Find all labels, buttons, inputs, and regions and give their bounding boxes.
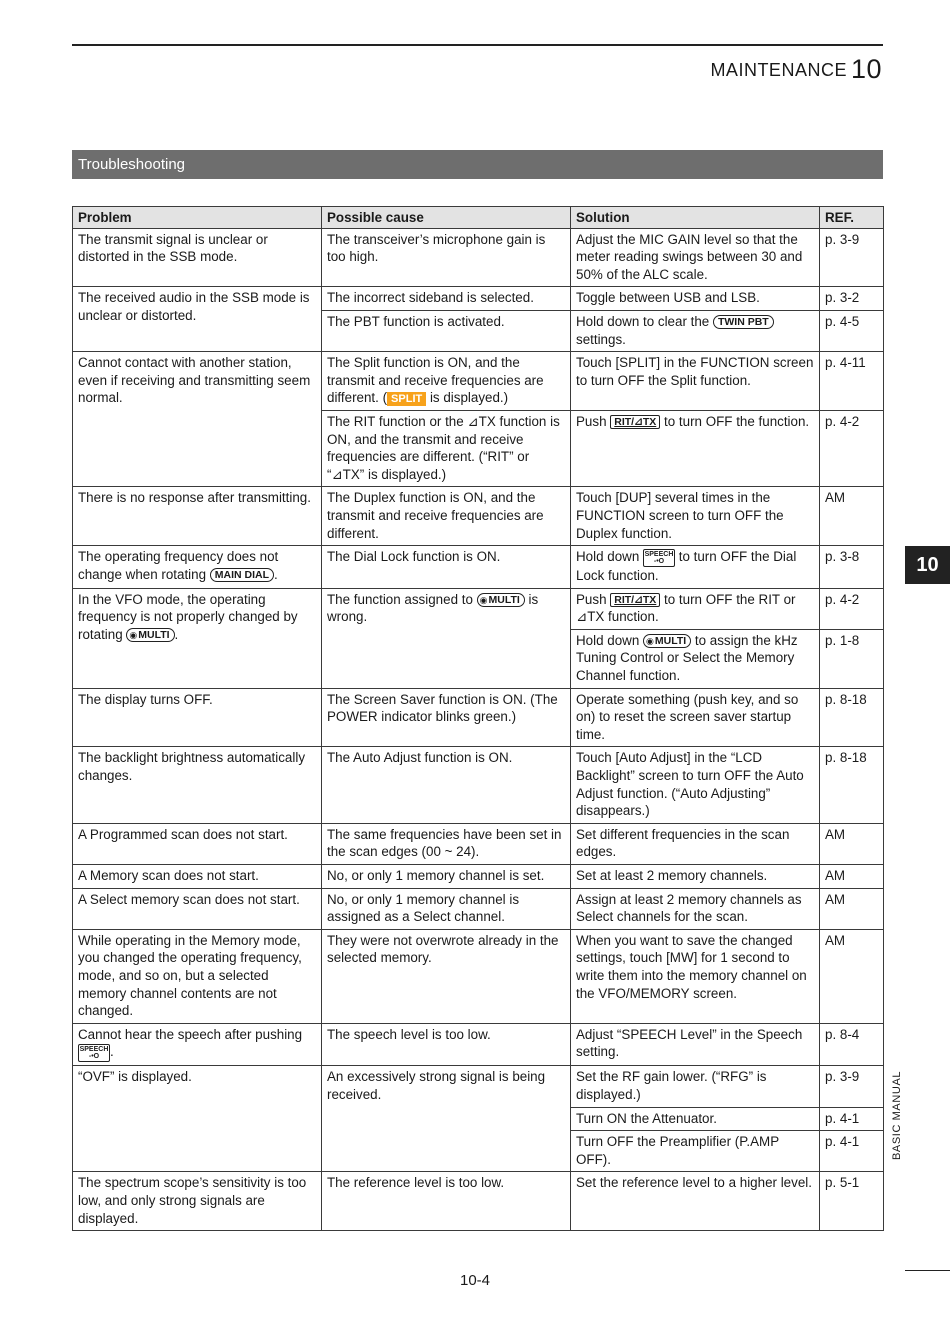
solution-cell [571, 410, 820, 486]
problem-text: The operating frequency does not change when rotating [78, 549, 279, 582]
multi-key-icon: ◉MULTI [126, 628, 174, 642]
table-row [73, 1172, 884, 1231]
solution-cell: Turn OFF the Preamplifier (P.AMP OFF). [571, 1131, 820, 1172]
problem-cell: There is no response after transmitting. [73, 487, 322, 546]
solution-cell: Touch [DUP] several times in the FUNCTION screen to turn OFF the Duplex function. [571, 487, 820, 546]
speech-key-icon [78, 1044, 110, 1062]
solution-cell [571, 310, 820, 351]
troubleshooting-table [72, 206, 884, 1231]
speech-key-sub: -•O [88, 1053, 100, 1061]
table-row [73, 287, 884, 311]
ref-cell: AM [820, 888, 884, 929]
ref-cell: p. 4-5 [820, 310, 884, 351]
solution-cell: Set different frequencies in the scan edges. [571, 823, 820, 864]
solution-text: Hold down [576, 549, 643, 565]
multi-key-label: MULTI [654, 634, 687, 647]
cause-cell: The reference level is too low. [322, 1172, 571, 1231]
solution-text: to assign the kHz Tuning Control or Select the Memory Channel function. [576, 632, 798, 684]
problem-cell: A Select memory scan does not start. [73, 888, 322, 929]
table-row [73, 865, 884, 889]
problem-text: . [174, 626, 179, 642]
side-label [891, 1070, 921, 1256]
cause-cell [322, 352, 571, 411]
page-number: 10-4 [459, 1272, 491, 1289]
solution-text: Push [576, 413, 611, 429]
ref-cell: p. 8-4 [820, 1023, 884, 1066]
header-cause: Possible cause [322, 207, 571, 229]
problem-text: In the VFO mode, the operating frequency is not properly changed by rotating [78, 591, 298, 642]
ref-cell: p. 3-8 [820, 546, 884, 589]
cause-text: is wrong. [327, 591, 539, 625]
multi-key-label: MULTI [138, 628, 170, 641]
cause-cell [322, 588, 571, 688]
solution-text: Push [576, 591, 611, 607]
cause-cell: The Duplex function is ON, and the transmit and receive frequencies are different. [322, 487, 571, 546]
table-row [73, 888, 884, 929]
cause-cell: The same frequencies have been set in the scan edges (00 ~ 24). [322, 823, 571, 864]
ref-cell: p. 3-9 [820, 1066, 884, 1107]
ref-cell: p. 4-11 [820, 352, 884, 411]
solution-cell [571, 588, 820, 629]
cause-cell: The PBT function is activated. [322, 310, 571, 351]
problem-text: . [110, 1044, 114, 1060]
problem-cell: The display turns OFF. [73, 688, 322, 747]
cause-cell: The speech level is too low. [322, 1023, 571, 1066]
table-row [73, 487, 884, 546]
section-title-bar [72, 150, 883, 179]
speech-key-label: SPEECH [79, 1046, 109, 1054]
problem-cell: While operating in the Memory mode, you changed the operating frequency, mode, and so on, but a selected memory channel contents are not changed. [73, 929, 322, 1023]
cause-cell: No, or only 1 memory channel is set. [322, 865, 571, 889]
cause-cell: The Dial Lock function is ON. [322, 546, 571, 589]
cause-cell: The transceiver’s microphone gain is too high. [322, 228, 571, 287]
problem-cell: A Memory scan does not start. [73, 865, 322, 889]
solution-cell: Adjust the MIC GAIN level so that the meter reading swings between 30 and 50% of the ALC scale. [571, 228, 820, 287]
ref-cell: p. 4-2 [820, 588, 884, 629]
ref-cell: p. 4-1 [820, 1131, 884, 1172]
twin-pbt-key-icon: TWIN PBT [713, 315, 774, 329]
cause-text: is displayed.) [426, 390, 509, 406]
ref-cell: p. 3-9 [820, 228, 884, 287]
solution-cell: Set the reference level to a higher level. [571, 1172, 820, 1231]
table-row [73, 352, 884, 411]
cause-cell: No, or only 1 memory channel is assigned as a Select channel. [322, 888, 571, 929]
solution-cell: Adjust “SPEECH Level” in the Speech setting. [571, 1023, 820, 1066]
cause-cell: An excessively strong signal is being received. [322, 1066, 571, 1172]
problem-cell: The transmit signal is unclear or distorted in the SSB mode. [73, 228, 322, 287]
solution-text: Hold down to clear the [576, 313, 713, 329]
top-rule [72, 44, 883, 46]
solution-cell: Turn ON the Attenuator. [571, 1107, 820, 1131]
solution-cell: Toggle between USB and LSB. [571, 287, 820, 311]
chapter-number: 10 [850, 54, 882, 84]
problem-cell [73, 588, 322, 688]
solution-text: to turn OFF the function. [660, 413, 810, 429]
solution-cell: Set the RF gain lower. (“RFG” is displayed.) [571, 1066, 820, 1107]
problem-cell [73, 546, 322, 589]
ref-cell: p. 4-1 [820, 1107, 884, 1131]
problem-text: Cannot hear the speech after pushing [78, 1026, 303, 1042]
solution-cell [571, 629, 820, 688]
rit-key-icon: RIT/⊿TX [610, 415, 660, 429]
problem-cell: The spectrum scope’s sensitivity is too low, and only strong signals are displayed. [73, 1172, 322, 1231]
multi-key-icon: ◉MULTI [643, 634, 691, 648]
table-row [73, 747, 884, 823]
split-indicator-icon: SPLIT [387, 392, 426, 406]
table-row [73, 823, 884, 864]
table-row [73, 1066, 884, 1107]
solution-cell: Assign at least 2 memory channels as Select channels for the scan. [571, 888, 820, 929]
chapter-label: MAINTENANCE [710, 60, 847, 80]
solution-text: to turn OFF the Dial Lock function. [576, 549, 797, 584]
cause-text: The Split function is ON, and the transmit and receive frequencies are different. ( [327, 355, 544, 406]
table-row [73, 929, 884, 1023]
cause-cell: The Auto Adjust function is ON. [322, 747, 571, 823]
ref-cell: p. 8-18 [820, 688, 884, 747]
problem-cell [73, 1023, 322, 1066]
cause-text: The function assigned to [327, 591, 477, 607]
solution-text: Hold down [576, 632, 643, 648]
solution-cell: Touch [SPLIT] in the FUNCTION screen to turn OFF the Split function. [571, 352, 820, 411]
problem-cell: “OVF” is displayed. [73, 1066, 322, 1172]
problem-cell: A Programmed scan does not start. [73, 823, 322, 864]
table-row [73, 588, 884, 629]
ref-cell: AM [820, 865, 884, 889]
speech-key-sub: -•O [653, 558, 665, 566]
side-label-text: BASIC MANUAL [891, 1070, 903, 1160]
solution-cell: When you want to save the changed settings, touch [MW] for 1 second to write them into the memory channel on the VFO/MEMORY screen. [571, 929, 820, 1023]
table-header-row [73, 207, 884, 229]
speech-key-icon [643, 549, 675, 567]
solution-cell: Touch [Auto Adjust] in the “LCD Backlight” screen to turn OFF the Auto Adjust function. (“Auto Adjusting” disappears.) [571, 747, 820, 823]
ref-cell: p. 5-1 [820, 1172, 884, 1231]
ref-cell: AM [820, 823, 884, 864]
ref-cell: p. 1-8 [820, 629, 884, 688]
cause-cell: The RIT function or the ⊿TX function is ON, and the transmit and receive frequencies are different. (“RIT” or “⊿TX” is displayed.) [322, 410, 571, 486]
ref-cell: p. 4-2 [820, 410, 884, 486]
section-title: Troubleshooting [78, 156, 186, 173]
problem-cell: The backlight brightness automatically changes. [73, 747, 322, 823]
ref-cell: p. 3-2 [820, 287, 884, 311]
cause-cell: The incorrect sideband is selected. [322, 287, 571, 311]
multi-key-label: MULTI [488, 593, 520, 606]
rit-key-icon: RIT/⊿TX [610, 593, 660, 607]
speech-key-label: SPEECH [644, 551, 674, 559]
multi-key-icon: ◉MULTI [477, 593, 525, 607]
solution-text: settings. [576, 331, 626, 347]
solution-cell: Set at least 2 memory channels. [571, 865, 820, 889]
ref-cell: AM [820, 487, 884, 546]
side-rule [905, 1270, 950, 1271]
table-row [73, 546, 884, 589]
main-dial-key-icon: MAIN DIAL [210, 568, 274, 582]
ref-cell: p. 8-18 [820, 747, 884, 823]
header-solution: Solution [571, 207, 820, 229]
cause-cell: They were not overwrote already in the selected memory. [322, 929, 571, 1023]
ref-cell: AM [820, 929, 884, 1023]
problem-cell: Cannot contact with another station, even if receiving and transmitting seem normal. [73, 352, 322, 487]
table-row [73, 228, 884, 287]
table-row [73, 688, 884, 747]
solution-text: to turn OFF the RIT or ⊿TX function. [576, 591, 796, 625]
problem-text: . [274, 566, 278, 582]
chapter-tab[interactable]: 10 [905, 546, 950, 584]
problem-cell: The received audio in the SSB mode is unclear or distorted. [73, 287, 322, 352]
solution-cell: Operate something (push key, and so on) to reset the screen saver startup time. [571, 688, 820, 747]
header-ref: REF. [820, 207, 884, 229]
cause-cell: The Screen Saver function is ON. (The POWER indicator blinks green.) [322, 688, 571, 747]
solution-cell [571, 546, 820, 589]
header-problem: Problem [73, 207, 322, 229]
table-row [73, 1023, 884, 1066]
chapter-heading [710, 54, 882, 85]
